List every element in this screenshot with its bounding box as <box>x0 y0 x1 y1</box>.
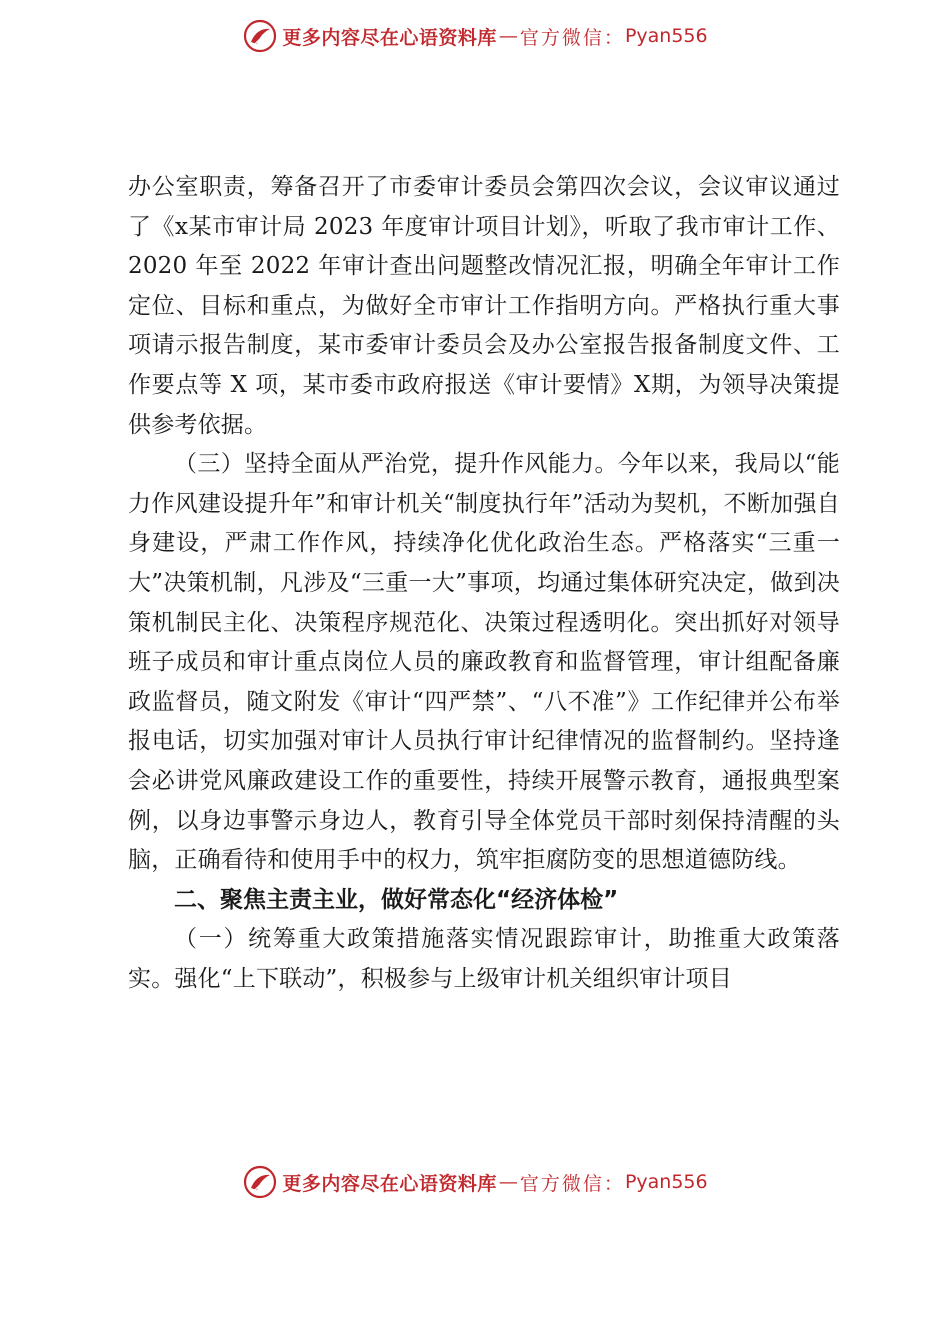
paragraph-1: 办公室职责，筹备召开了市委审计委员会第四次会议，会议审议通过了《x某市审计局 2023 年度审计项目计划》，听取了我市审计工作、2020 年至 2022 年审计查出问题整改情况汇报，明确全年审计工作定位、目标和重点，为做好全市审计工作指明方向。严格执行重大事项请示报告制度，某市委审计委员会及办公室报告报备制度文件、工作要点等 X 项，某市委市政府报送《审计要情》X期，为领导决策提供参考依据。 <box>128 174 840 438</box>
banner-text: 更多内容尽在心语资料库 <box>282 1172 497 1195</box>
banner-text: 更多内容尽在心语资料库 <box>282 26 497 49</box>
wechat-label: 官方微信： <box>519 1172 625 1195</box>
paragraph-3: （一）统筹重大政策措施落实情况跟踪审计，助推重大政策落实。强化“上下联动”，积极参与上级审计机关组织审计项目 <box>128 926 840 992</box>
header-banner <box>0 14 950 58</box>
paragraph-2: （三）坚持全面从严治党，提升作风能力。今年以来，我局以“能力作风建设提升年”和审计机关“制度执行年”活动为契机，不断加强自身建设，严肃工作作风，持续净化优化政治生态。严格落实“三重一大”决策机制，凡涉及“三重一大”事项，均通过集体研究决定，做到决策机制民主化、决策程序规范化、决策过程透明化。突出抓好对领导班子成员和审计重点岗位人员的廉政教育和监督管理，审计组配备廉政监督员，随文附发《审计“四严禁”、“八不准”》工作纪律并公布举报电话，切实加强对审计人员执行审计纪律情况的监督制约。坚持逢会必讲党风廉政建设工作的重要性，持续开展警示教育，通报典型案例，以身边事警示身边人，教育引导全体党员干部时刻保持清醒的头脑，正确看待和使用手中的权力，筑牢拒腐防变的思想道德防线。 <box>128 451 840 874</box>
section-heading: 二、聚焦主责主业，做好常态化“经济体检” <box>174 886 619 913</box>
wechat-id: Pyan556 <box>624 25 708 47</box>
footer-banner <box>0 1160 950 1204</box>
logo-icon <box>242 18 278 54</box>
document-body <box>128 168 840 999</box>
banner-separator: — <box>498 25 518 47</box>
logo-icon <box>242 1164 278 1200</box>
wechat-id: Pyan556 <box>624 1171 708 1193</box>
banner-separator: — <box>498 1171 518 1193</box>
wechat-label: 官方微信： <box>519 26 625 49</box>
